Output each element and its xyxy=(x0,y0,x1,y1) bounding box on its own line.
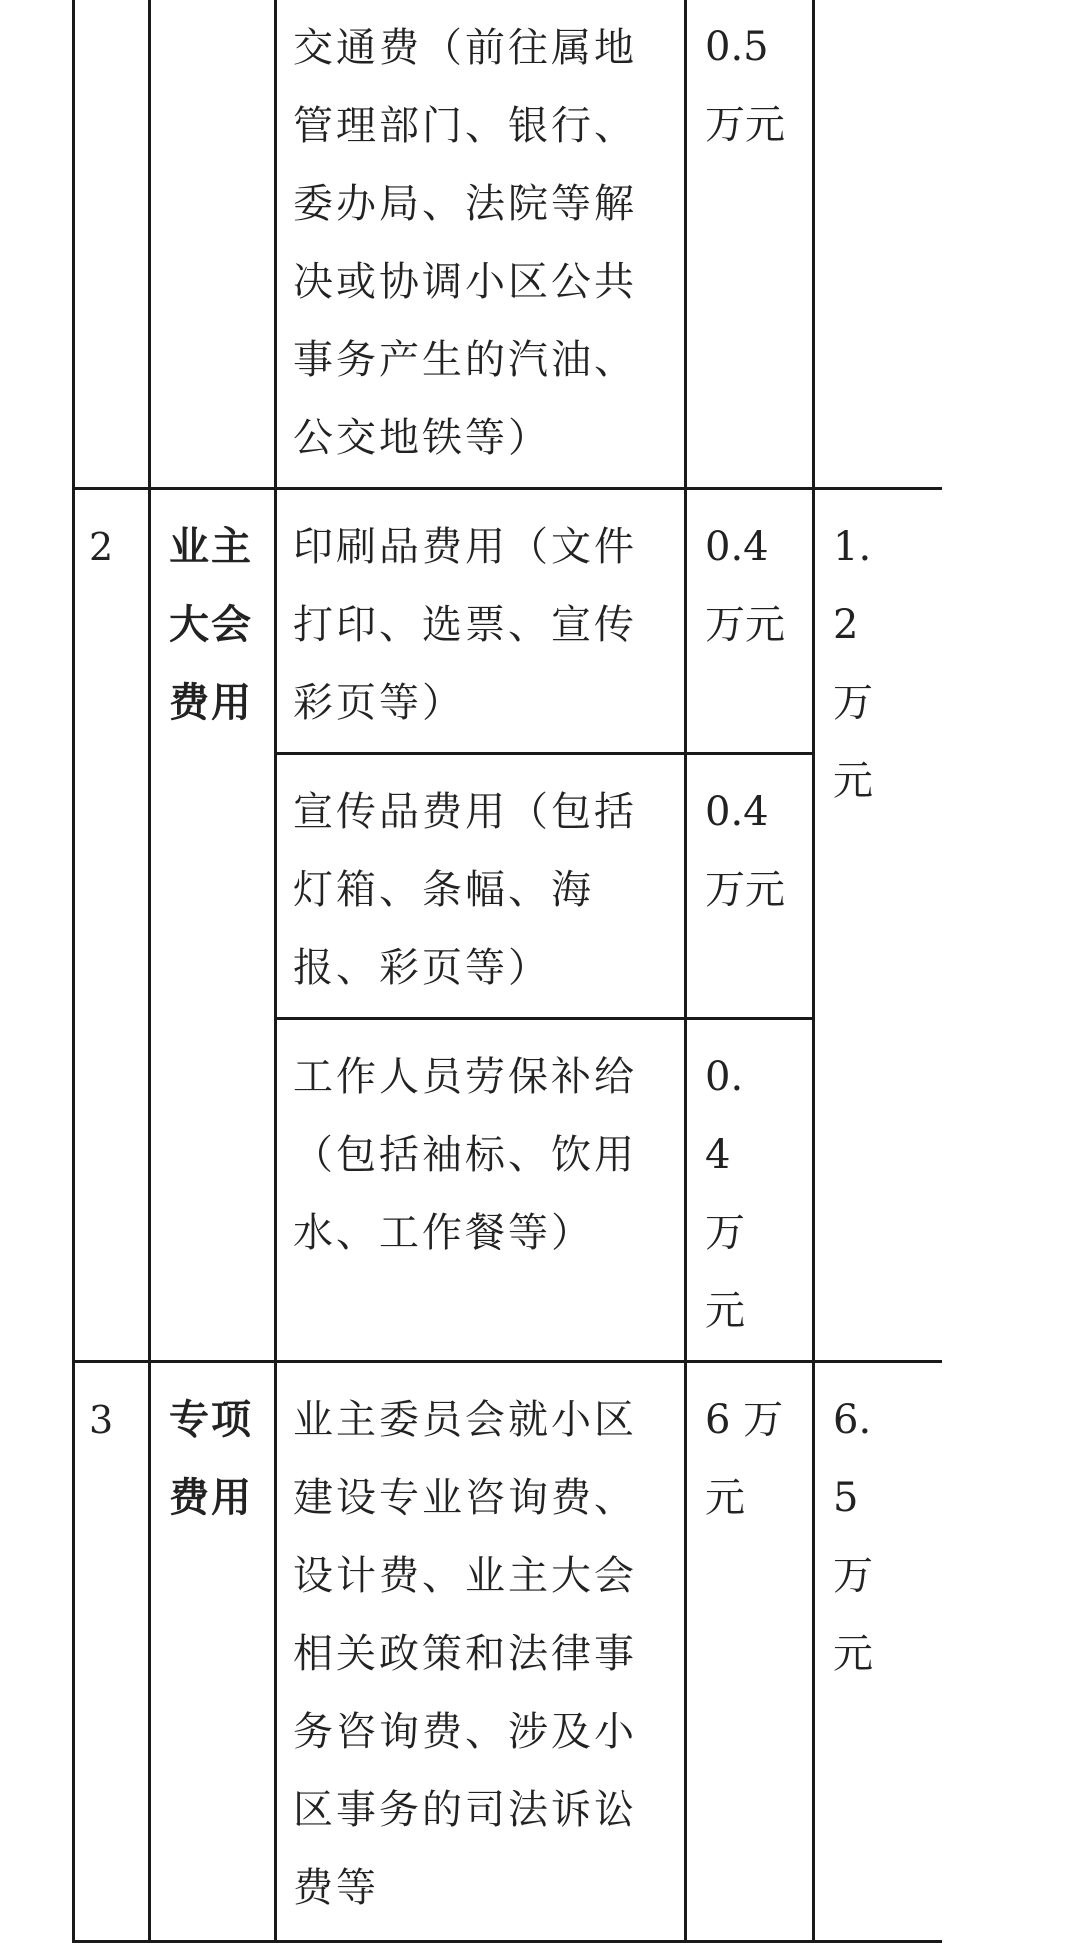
subtotal-text: 1.2 万元 xyxy=(833,524,873,804)
subtotal-text: 6.5 万元 xyxy=(833,1397,873,1677)
table-row xyxy=(74,0,942,489)
amount-cell xyxy=(686,1362,814,1942)
item-description: 宣传品费用（包括灯箱、条幅、海报、彩页等） xyxy=(293,789,637,991)
category-cell xyxy=(150,489,276,1362)
item-description: 交通费（前往属地管理部门、银行、委办局、法院等解决或协调小区公共事务产生的汽油、公交地铁等） xyxy=(293,25,637,461)
category-label: 专项费用 xyxy=(169,1397,253,1521)
item-cell xyxy=(276,0,686,489)
amount-text: 0.4 万元 xyxy=(705,524,785,648)
row-number: 3 xyxy=(89,1398,117,1442)
number-cell xyxy=(74,1362,150,1942)
subtotal-cell xyxy=(814,489,942,1362)
amount-cell xyxy=(686,1019,814,1362)
number-cell xyxy=(74,489,150,1362)
amount-text: 6 万元 xyxy=(705,1397,784,1521)
item-description: 印刷品费用（文件打印、选票、宣传彩页等） xyxy=(293,524,637,726)
item-cell xyxy=(276,1019,686,1362)
item-description: 工作人员劳保补给（包括袖标、饮用水、工作餐等） xyxy=(293,1054,637,1256)
amount-cell xyxy=(686,0,814,489)
amount-text: 0.5 万元 xyxy=(705,23,785,148)
amount-text: 0.4 万元 xyxy=(705,789,785,913)
budget-table xyxy=(72,0,942,1943)
item-cell xyxy=(276,1362,686,1942)
subtotal-cell xyxy=(814,0,942,489)
item-description: 业主委员会就小区建设专业咨询费、设计费、业主大会相关政策和法律事务咨询费、涉及小区事务的司法诉讼费等 xyxy=(293,1397,637,1911)
subtotal-cell xyxy=(814,1362,942,1942)
amount-text: 0.4 万元 xyxy=(705,1054,745,1334)
category-label: 业主大会费用 xyxy=(169,524,253,726)
item-cell xyxy=(276,754,686,1019)
amount-cell xyxy=(686,489,814,754)
category-cell xyxy=(150,1362,276,1942)
table-row xyxy=(74,489,942,754)
row-number: 2 xyxy=(89,525,117,569)
number-cell xyxy=(74,0,150,489)
category-cell xyxy=(150,0,276,489)
amount-cell xyxy=(686,754,814,1019)
item-cell xyxy=(276,489,686,754)
table-row xyxy=(74,1362,942,1942)
